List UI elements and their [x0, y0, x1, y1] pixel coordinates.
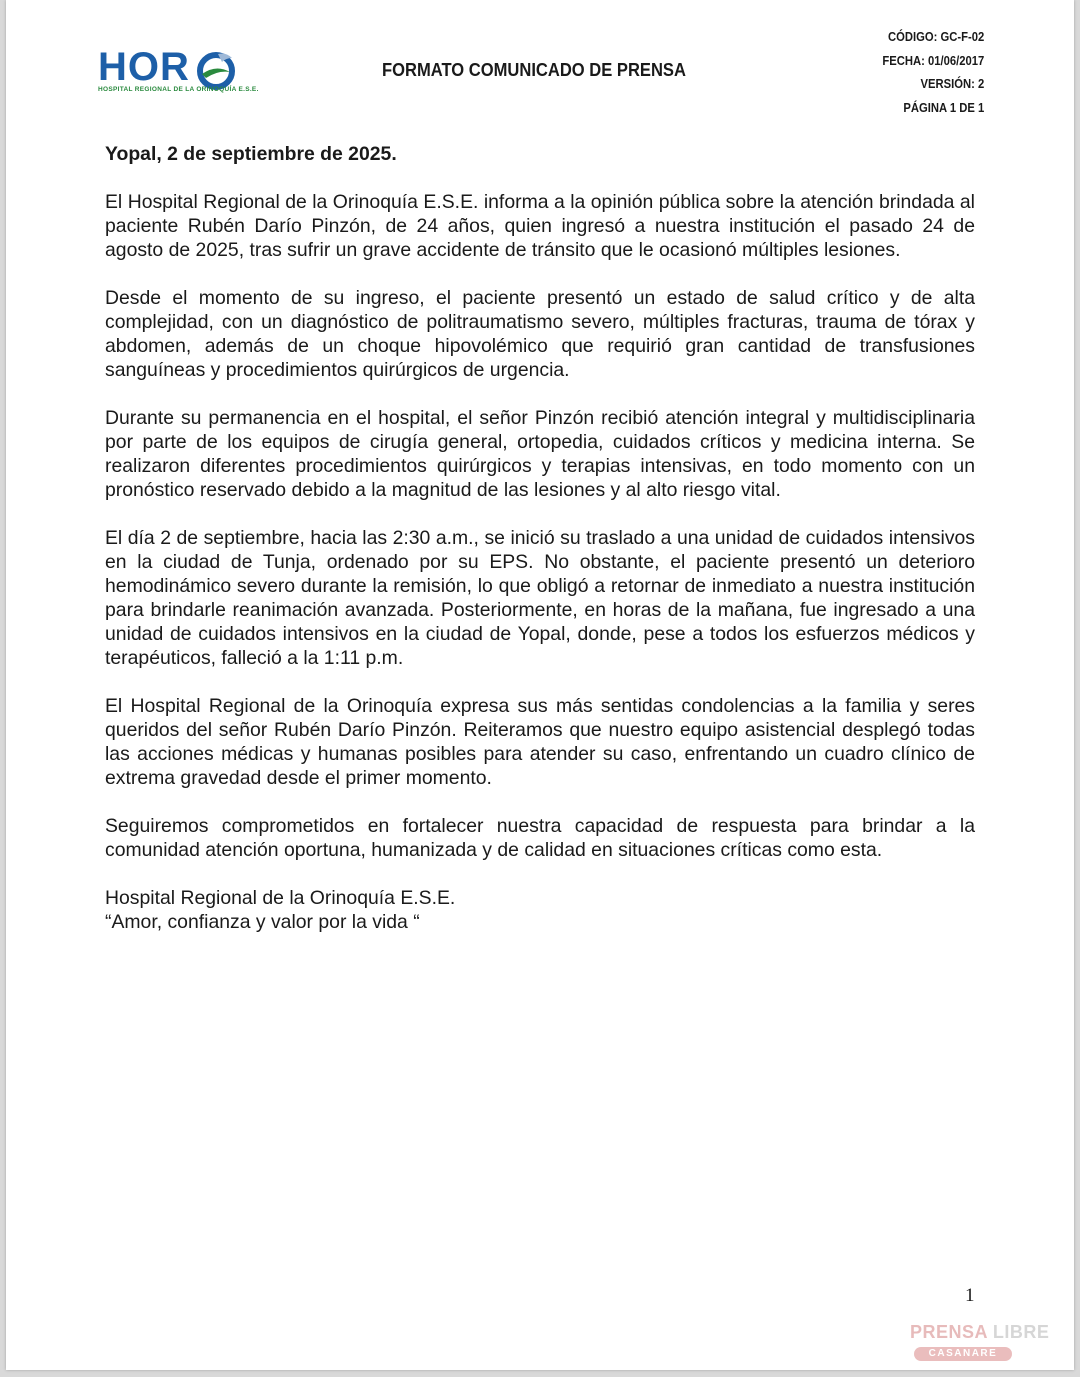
watermark-title: [910, 1322, 1049, 1343]
paragraph-6: Seguiremos comprometidos en fortalecer nuestra capacidad de respuesta para brindar a la comunidad atención oportuna, humanizada y de calidad en situaciones críticas como esta.: [105, 815, 975, 861]
page-number: 1: [965, 1285, 975, 1306]
meta-fecha: FECHA: 01/06/2017: [882, 53, 984, 68]
press-release-body: [105, 142, 975, 934]
paragraph-3: Durante su permanencia en el hospital, el señor Pinzón recibió atención integral y multidisciplinaria por parte de los equipos de cirugía general, ortopedia, cuidados críticos y medicina interna. Se realizaron diferentes procedimientos quirúrgicos y terapias intensivas, en todo momento con un pronóstico reservado debido a la magnitud de las lesiones y al alto riesgo vital.: [105, 407, 975, 501]
watermark-badge: CASANARE: [914, 1347, 1012, 1361]
signature-organization: Hospital Regional de la Orinoquía E.S.E.: [105, 887, 456, 909]
form-title: FORMATO COMUNICADO DE PRENSA: [382, 60, 686, 80]
document-page: [6, 0, 1074, 1370]
document-meta: [871, 26, 984, 120]
watermark-word-prensa: PRENSA: [910, 1322, 988, 1342]
paragraph-2: Desde el momento de su ingreso, el paciente presentó un estado de salud crítico y de alta complejidad, con un diagnóstico de politraumatismo severo, múltiples fracturas, trauma de tórax y abdomen, además de un choque hipovolémico que requirió gran cantidad de transfusiones sanguíneas y procedimientos quirúrgicos de urgencia.: [105, 287, 975, 381]
meta-version: VERSIÓN: 2: [920, 77, 984, 91]
paragraph-1: El Hospital Regional de la Orinoquía E.S.E. informa a la opinión pública sobre la atención brindada al paciente Rubén Darío Pinzón, de 24 años, quien ingresó a nuestra institución el pasado 24 de agosto de 2025, tras sufrir un grave accidente de tránsito que le ocasionó múltiples lesiones.: [105, 191, 975, 261]
meta-codigo: CÓDIGO: GC-F-02: [887, 30, 984, 44]
signature-motto: “Amor, confianza y valor por la vida “: [105, 911, 420, 933]
logo-globe-icon: [196, 50, 236, 90]
paragraph-5: El Hospital Regional de la Orinoquía expresa sus más sentidas condolencias a la familia y seres queridos del señor Rubén Darío Pinzón. Reiteramos que nuestro equipo asistencial desplegó todas las acciones médicas y humanas posibles para atender su caso, enfrentando un cuadro clínico de extrema gravedad desde el primer momento.: [105, 695, 975, 789]
hospital-logo: [98, 44, 258, 100]
watermark-word-libre: LIBRE: [992, 1322, 1050, 1342]
logo-wordmark: HOR: [98, 45, 190, 89]
meta-pagina: PÁGINA 1 DE 1: [903, 100, 984, 115]
dateline: Yopal, 2 de septiembre de 2025.: [105, 143, 397, 165]
logo-subtitle: HOSPITAL REGIONAL DE LA ORINOQUÍA E.S.E.: [98, 86, 259, 93]
paragraph-4: El día 2 de septiembre, hacia las 2:30 a.m., se inició su traslado a una unidad de cuidados intensivos en la ciudad de Tunja, ordenado por su EPS. No obstante, el paciente presentó un deterioro hemodinámico severo durante la remisión, lo que obligó a retornar de inmediato a nuestra institución para brindarle reanimación avanzada. Posteriormente, en horas de la mañana, fue ingresado a una unidad de cuidados intensivos en la ciudad de Yopal, donde, pese a todos los esfuerzos médicos y terapéuticos, falleció a la 1:11 p.m.: [105, 527, 975, 669]
watermark-logo: [906, 1322, 1050, 1366]
